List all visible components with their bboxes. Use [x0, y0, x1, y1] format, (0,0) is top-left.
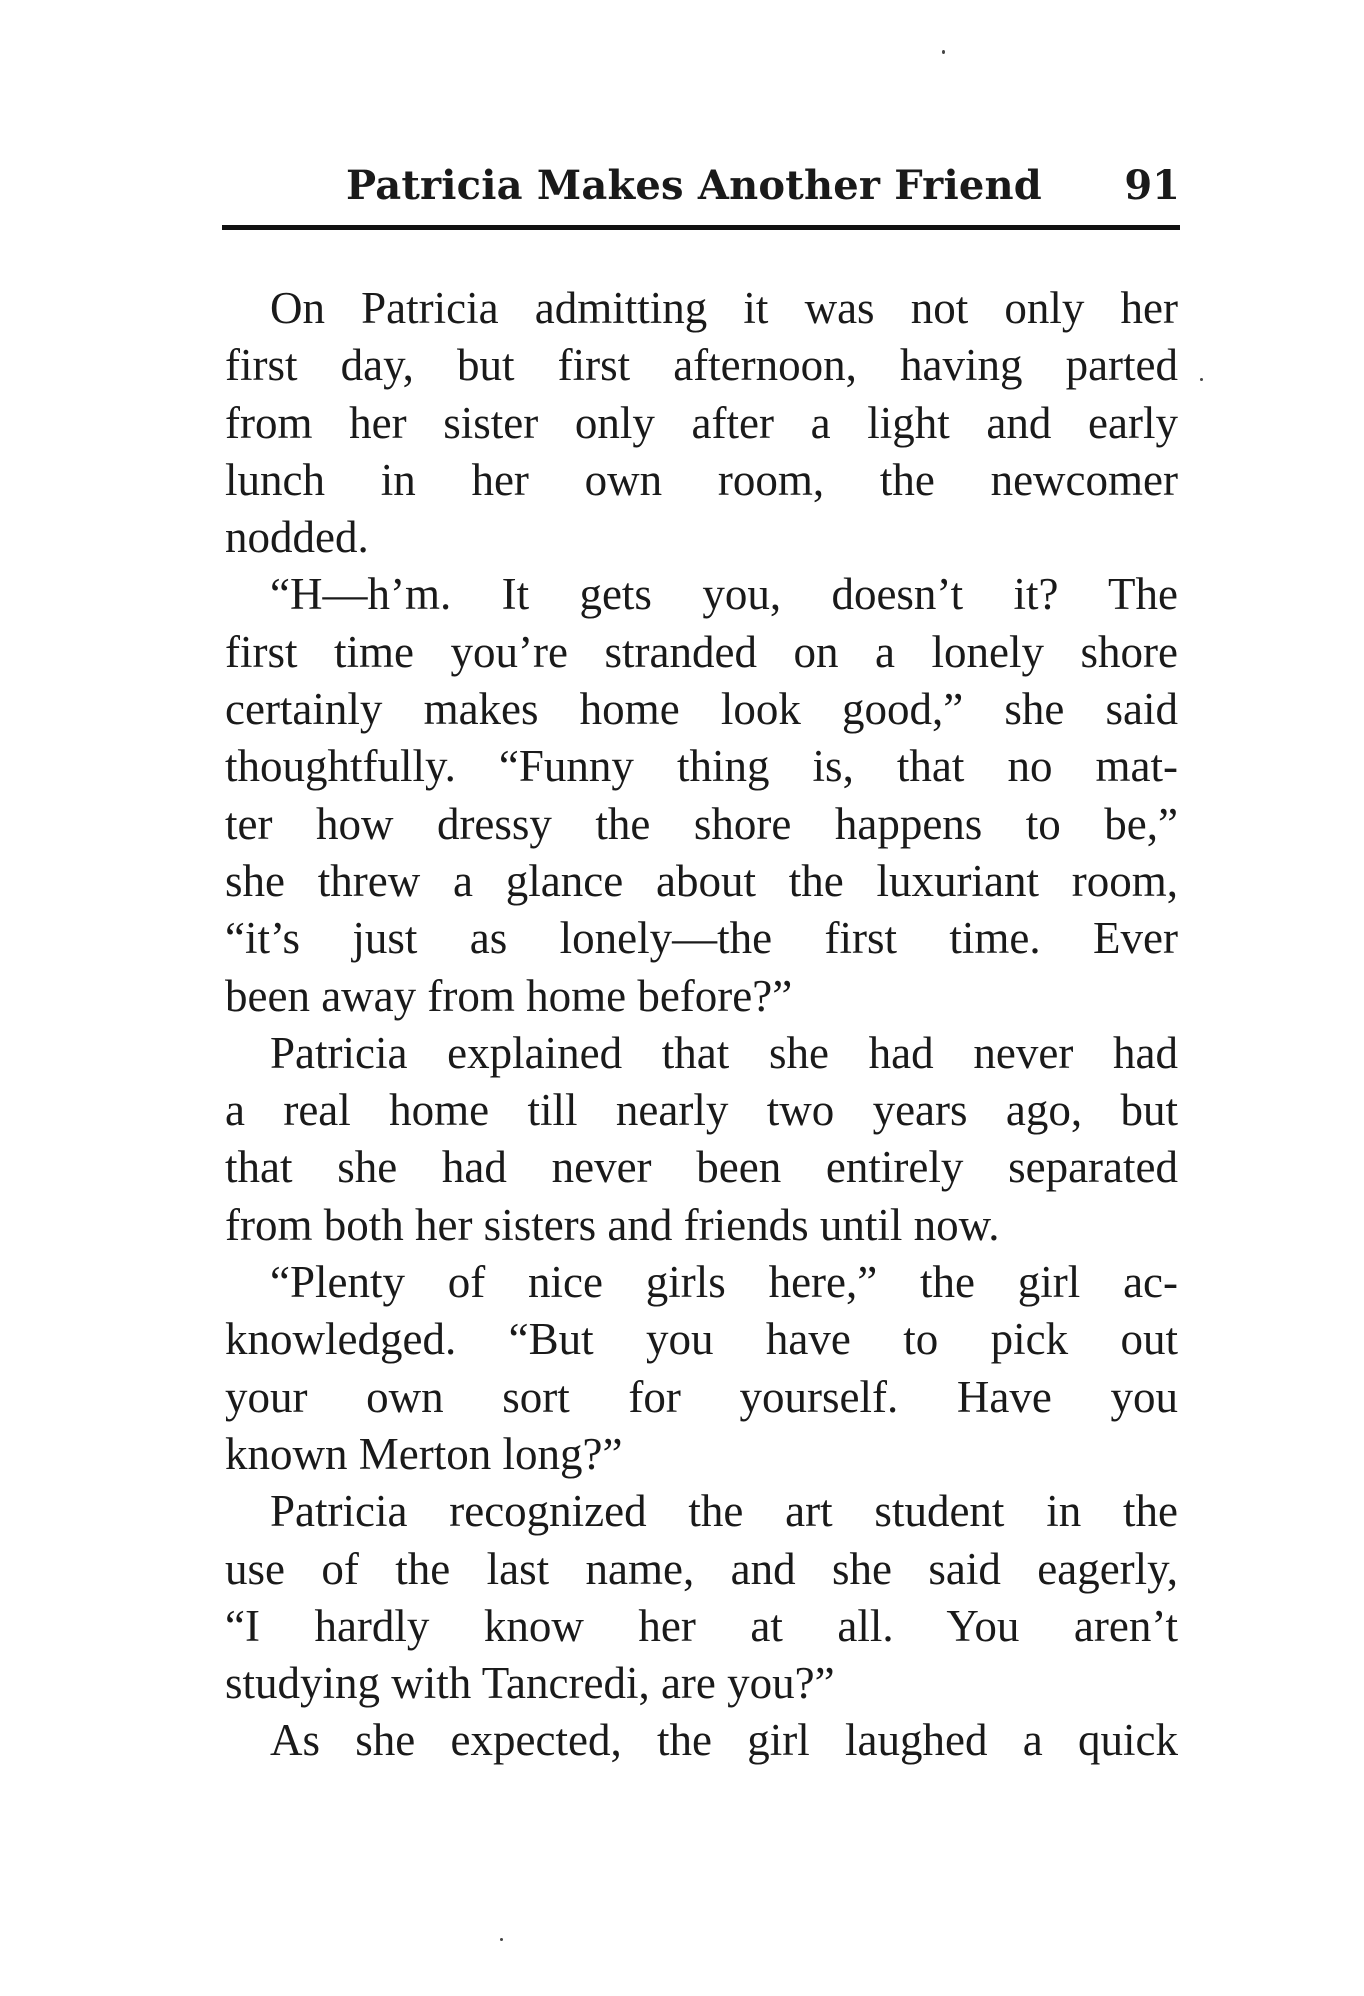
text-line: first time you’re stranded on a lonely shore — [225, 626, 1178, 677]
running-header-title: Patricia Makes Another Friend — [346, 162, 1042, 209]
text-line: been away from home before?” — [225, 970, 793, 1021]
print-speck — [1200, 378, 1203, 381]
print-speck — [500, 1938, 503, 1941]
body-text — [225, 280, 1178, 1770]
text-line: “it’s just as lonely—the first time. Ever — [225, 913, 1178, 964]
page-number: 91 — [1124, 162, 1180, 209]
text-line: use of the last name, and she said eagerly, — [225, 1543, 1178, 1594]
text-line: knowledged. “But you have to pick out — [225, 1314, 1178, 1365]
text-line: thoughtfully. “Funny thing is, that no mat- — [225, 741, 1178, 792]
text-line: “Plenty of nice girls here,” the girl ac- — [270, 1257, 1178, 1308]
text-line: Patricia explained that she had never had — [270, 1027, 1178, 1078]
text-line: “I hardly know her at all. You aren’t — [225, 1600, 1178, 1651]
text-line: from both her sisters and friends until now. — [225, 1199, 1000, 1250]
text-line: lunch in her own room, the newcomer — [225, 454, 1178, 505]
text-line: she threw a glance about the luxuriant room, — [225, 855, 1178, 906]
text-line: from her sister only after a light and early — [225, 397, 1178, 448]
header-rule — [222, 225, 1180, 230]
text-line: “H—h’m. It gets you, doesn’t it? The — [270, 569, 1178, 620]
text-line: that she had never been entirely separated — [225, 1142, 1178, 1193]
text-line: known Merton long?” — [225, 1428, 623, 1479]
text-line: studying with Tancredi, are you?” — [225, 1658, 835, 1709]
print-speck — [942, 50, 945, 54]
text-line: Patricia recognized the art student in the — [270, 1486, 1178, 1537]
text-line: a real home till nearly two years ago, but — [225, 1085, 1178, 1136]
text-line: certainly makes home look good,” she said — [225, 684, 1178, 735]
running-header — [222, 158, 1180, 220]
text-line: On Patricia admitting it was not only her — [270, 283, 1178, 333]
text-line: nodded. — [225, 512, 369, 563]
text-line: your own sort for yourself. Have you — [225, 1371, 1178, 1422]
text-line: As she expected, the girl laughed a quick — [270, 1715, 1178, 1766]
text-line: first day, but first afternoon, having parted — [225, 340, 1178, 391]
text-line: ter how dressy the shore happens to be,” — [225, 798, 1178, 849]
